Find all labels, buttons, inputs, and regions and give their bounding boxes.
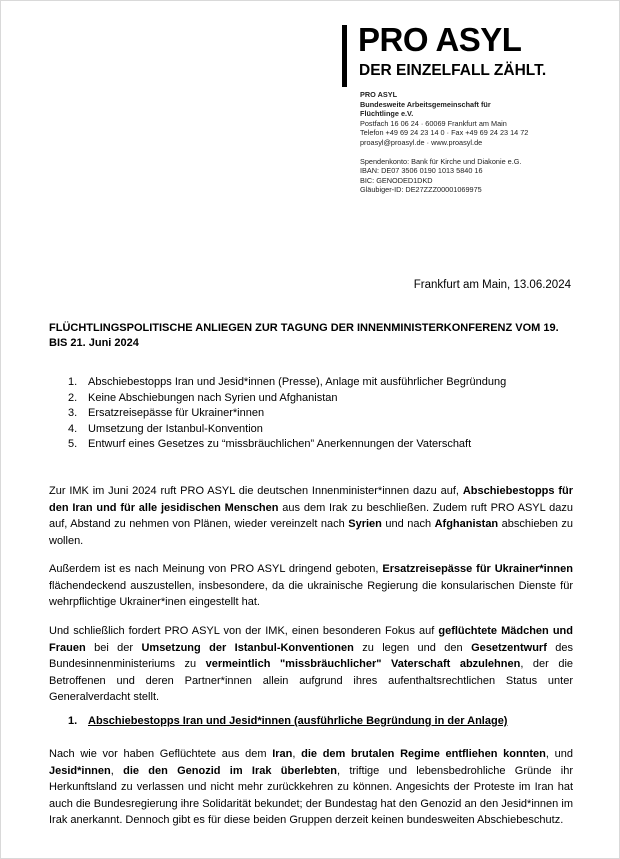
paragraph-istanbul: Und schließlich fordert PRO ASYL von der IMK, einen besonderen Fokus auf geflüchtete Mädchen und Frauen bei der Umsetzung der Istanbul-Konventionen zu legen und den Gesetzentwurf des Bundesinnenministeriums zu vermeintlich "missbräuchlicher" Vaterschaft abzulehnen, der die Betroffenen und deren Partner*innen allein aufgrund ihres aufenthaltsrechtlichen Status unter Generalverdacht stellt. bbox=[49, 625, 574, 703]
logo-bar bbox=[342, 25, 347, 87]
topic-list bbox=[68, 375, 506, 453]
place-date: Frankfurt am Main, 13.06.2024 bbox=[413, 279, 571, 291]
topic-number: 5. bbox=[68, 438, 78, 450]
logo-title: PRO ASYL bbox=[358, 21, 522, 58]
org-address: Postfach 16 06 24 · 60069 Frankfurt am Main bbox=[360, 118, 507, 128]
organization-info bbox=[360, 90, 580, 195]
paragraph-ukraine: Außerdem ist es nach Meinung von PRO ASYL dringend geboten, Ersatzreisepässe für Ukrainer*innen flächendeckend auszustellen, insbesondere, da die ukrainische Regierung die konsularischen Dienste für wehrpflichtige Ukrainer*inen eingestellt hat. bbox=[49, 563, 573, 608]
topic-text: Umsetzung der Istanbul-Konvention bbox=[88, 422, 263, 435]
org-creditor-id: Gläubiger-ID: DE27ZZZ00001069975 bbox=[360, 185, 482, 195]
org-name: PRO ASYL bbox=[360, 90, 398, 99]
paragraph-iran: Nach wie vor haben Geflüchtete aus dem Iran, die dem brutalen Regime entfliehen konnten, und Jesid*innen, die den Genozid im Irak überlebten, triftige und lebensbedrohliche Gründe ihr Herkunftsland zu verlassen und nicht mehr zurückkehren zu können. Angesichts der Proteste im Iran hat auch die Bundesregierung ihre Solidarität bekundet; der Bundestag hat den Genozid an den Jesid*innen im Irak anerkannt. Dennoch gibt es für diese beiden Gruppen derzeit keinen bundesweiten Abschiebeschutz. bbox=[49, 748, 573, 826]
topic-number: 3. bbox=[68, 407, 78, 419]
topic-item bbox=[68, 375, 506, 391]
topic-item bbox=[68, 406, 506, 422]
org-web: proasyl@proasyl.de · www.proasyl.de bbox=[360, 137, 483, 147]
topic-text: Ersatzreisepässe für Ukrainer*innen bbox=[88, 407, 265, 419]
document-heading: FLÜCHTLINGSPOLITISCHE ANLIEGEN ZUR TAGUNG DER INNENMINISTERKONFERENZ VOM 19. BIS 21. Juni 2024 bbox=[49, 322, 559, 349]
section-heading bbox=[68, 715, 507, 727]
topic-text: Abschiebestopps Iran und Jesid*innen (Presse), Anlage mit ausführlicher Begründung bbox=[88, 376, 507, 388]
topic-number: 2. bbox=[68, 391, 78, 404]
topic-number: 1. bbox=[68, 376, 78, 388]
org-phone: Telefon +49 69 24 23 14 0 · Fax +49 69 24 23 14 72 bbox=[360, 128, 529, 138]
paragraph-intro: Zur IMK im Juni 2024 ruft PRO ASYL die deutschen Innenminister*innen dazu auf, Abschiebestopps für den Iran und für alle jesidischen Menschen aus dem Irak zu beschließen. Zudem ruft PRO ASYL dazu auf, Abstand zu nehmen von Plänen, wieder vereinzelt nach Syrien und nach Afghanistan abschieben zu wollen. bbox=[49, 485, 574, 547]
org-iban: IBAN: DE07 3506 0190 1013 5840 16 bbox=[360, 166, 483, 176]
topic-text: Keine Abschiebungen nach Syrien und Afghanistan bbox=[88, 391, 338, 404]
org-bic: BIC: GENODED1DKD bbox=[360, 175, 433, 185]
logo-slogan: DER EINZELFALL ZÄHLT. bbox=[359, 62, 547, 79]
org-name-line3: Flüchtlinge e.V. bbox=[360, 109, 414, 119]
section-number: 1. bbox=[68, 715, 78, 727]
topic-item bbox=[68, 422, 506, 438]
topic-text: Entwurf eines Gesetzes zu “missbräuchlichen” Anerkennungen der Vaterschaft bbox=[88, 438, 472, 450]
topic-item bbox=[68, 437, 506, 453]
org-bank: Spendenkonto: Bank für Kirche und Diakonie e.G. bbox=[360, 156, 522, 166]
section-title: Abschiebestopps Iran und Jesid*innen (ausführliche Begründung in der Anlage) bbox=[88, 715, 508, 727]
topic-item bbox=[68, 391, 506, 407]
topic-number: 4. bbox=[68, 422, 78, 435]
org-name-line2: Bundesweite Arbeitsgemeinschaft für bbox=[360, 99, 491, 109]
